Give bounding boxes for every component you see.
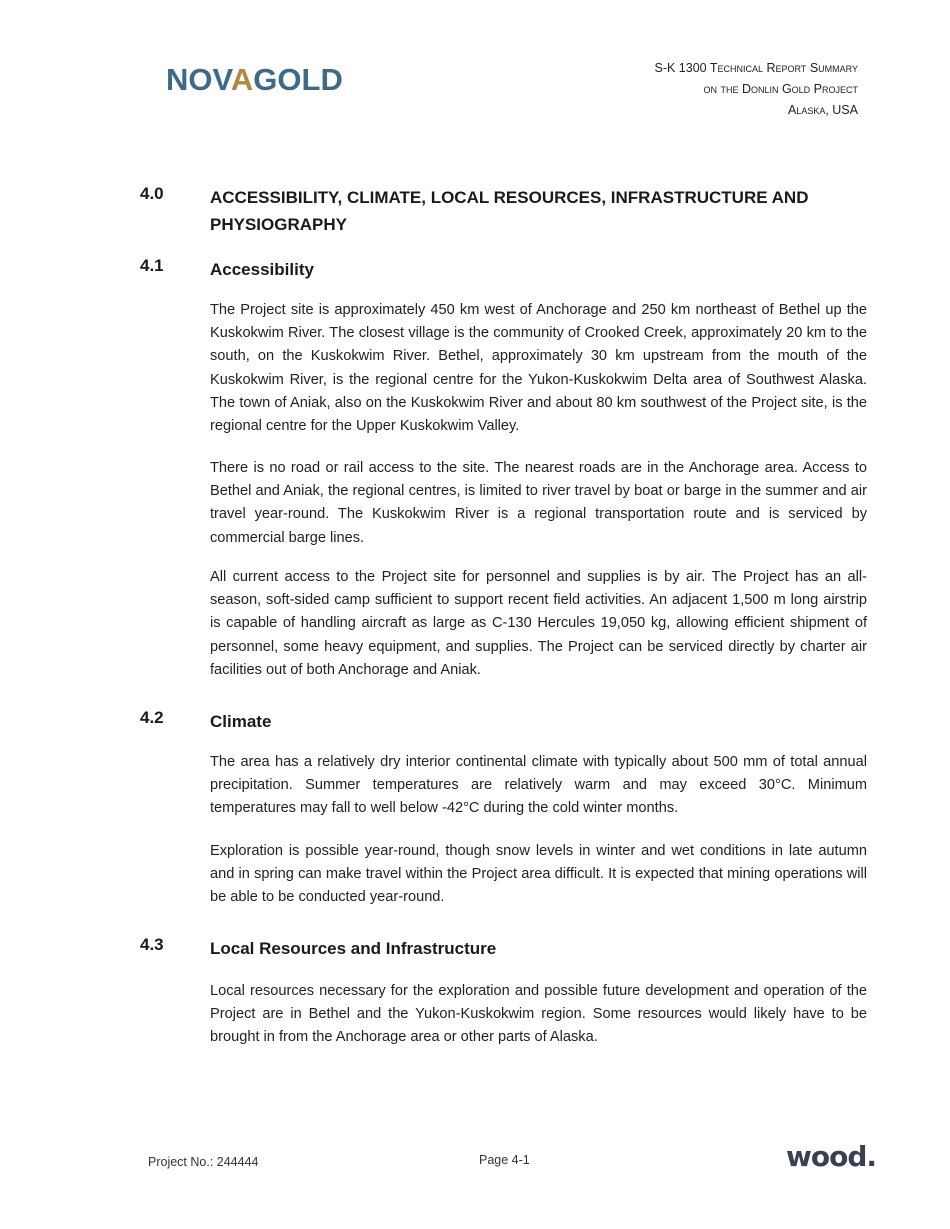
section-title: Climate (210, 712, 272, 731)
report-title-line2: on the Donlin Gold Project (703, 82, 858, 96)
accessibility-paragraph-1: The Project site is approximately 450 km west of Anchorage and 250 km northeast of Bethel up the Kuskokwim River. The closest village is the community of Crooked Creek, approximately 20 km to the south, on the Kuskokwim River. Bethel, approximately 30 km upstream from the mouth of the Kuskokwim River, is the regional centre for the Yukon-Kuskokwim Delta area of Southwest Alaska. The town of Aniak, also on the Kuskokwim River and about 80 km southwest of the Project site, is the regional centre for the Upper Kuskokwim Valley. (210, 302, 867, 435)
report-header (655, 58, 859, 121)
section-number: 4.3 (140, 935, 164, 954)
wood-logo: wood. (786, 1140, 877, 1173)
section-number: 4.1 (140, 256, 164, 275)
climate-paragraph-2: Exploration is possible year-round, though snow levels in winter and wet conditions in late autumn and in spring can make travel within the Project area difficult. It is expected that mining operations will be able to be conducted year-round. (210, 843, 867, 906)
report-title-line1: S-K 1300 Technical Report Summary (654, 61, 858, 75)
section-number: 4.2 (140, 708, 164, 727)
report-title-line3: Alaska, USA (787, 103, 858, 117)
accessibility-paragraph-3: All current access to the Project site for personnel and supplies is by air. The Project has an all-season, soft-sided camp sufficient to support recent field activities. An adjacent 1,500 m long airstrip is capable of handling aircraft as large as C-130 Hercules 19,050 kg, allowing efficient shipment of personnel, some heavy equipment, and supplies. The Project can be serviced directly by charter air facilities out of both Anchorage and Aniak. (210, 569, 867, 678)
page-number: Page 4-1 (479, 1153, 530, 1167)
novagold-logo (166, 62, 343, 98)
local-resources-paragraph: Local resources necessary for the exploration and possible future development and operation of the Project are in Bethel and the Yukon-Kuskokwim region. Some resources would likely have to be brought in from the Anchorage area or other parts of Alaska. (210, 983, 867, 1046)
accessibility-paragraph-2: There is no road or rail access to the site. The nearest roads are in the Anchorage area. Access to Bethel and Aniak, the regional centres, is limited to river travel by boat or barge in the summer and air travel year-round. The Kuskokwim River is a regional transportation route and is serviced by commercial barge lines. (210, 460, 867, 546)
climate-paragraph-1: The area has a relatively dry interior continental climate with typically about 500 mm of total annual precipitation. Summer temperatures are relatively warm and may exceed 30°C. Minimum temperatures may fall to well below -42°C during the cold winter months. (210, 754, 867, 817)
logo-text-accent: A (230, 62, 254, 97)
section-title: Accessibility (210, 260, 314, 279)
project-number: Project No.: 244444 (148, 1155, 259, 1169)
section-title: Local Resources and Infrastructure (210, 939, 497, 958)
logo-text-part2: GOLD (253, 62, 343, 97)
section-title: ACCESSIBILITY, CLIMATE, LOCAL RESOURCES, INFRASTRUCTURE AND PHYSIOGRAPHY (210, 188, 809, 234)
logo-text-part1: NOV (166, 62, 231, 97)
section-number: 4.0 (140, 184, 164, 203)
